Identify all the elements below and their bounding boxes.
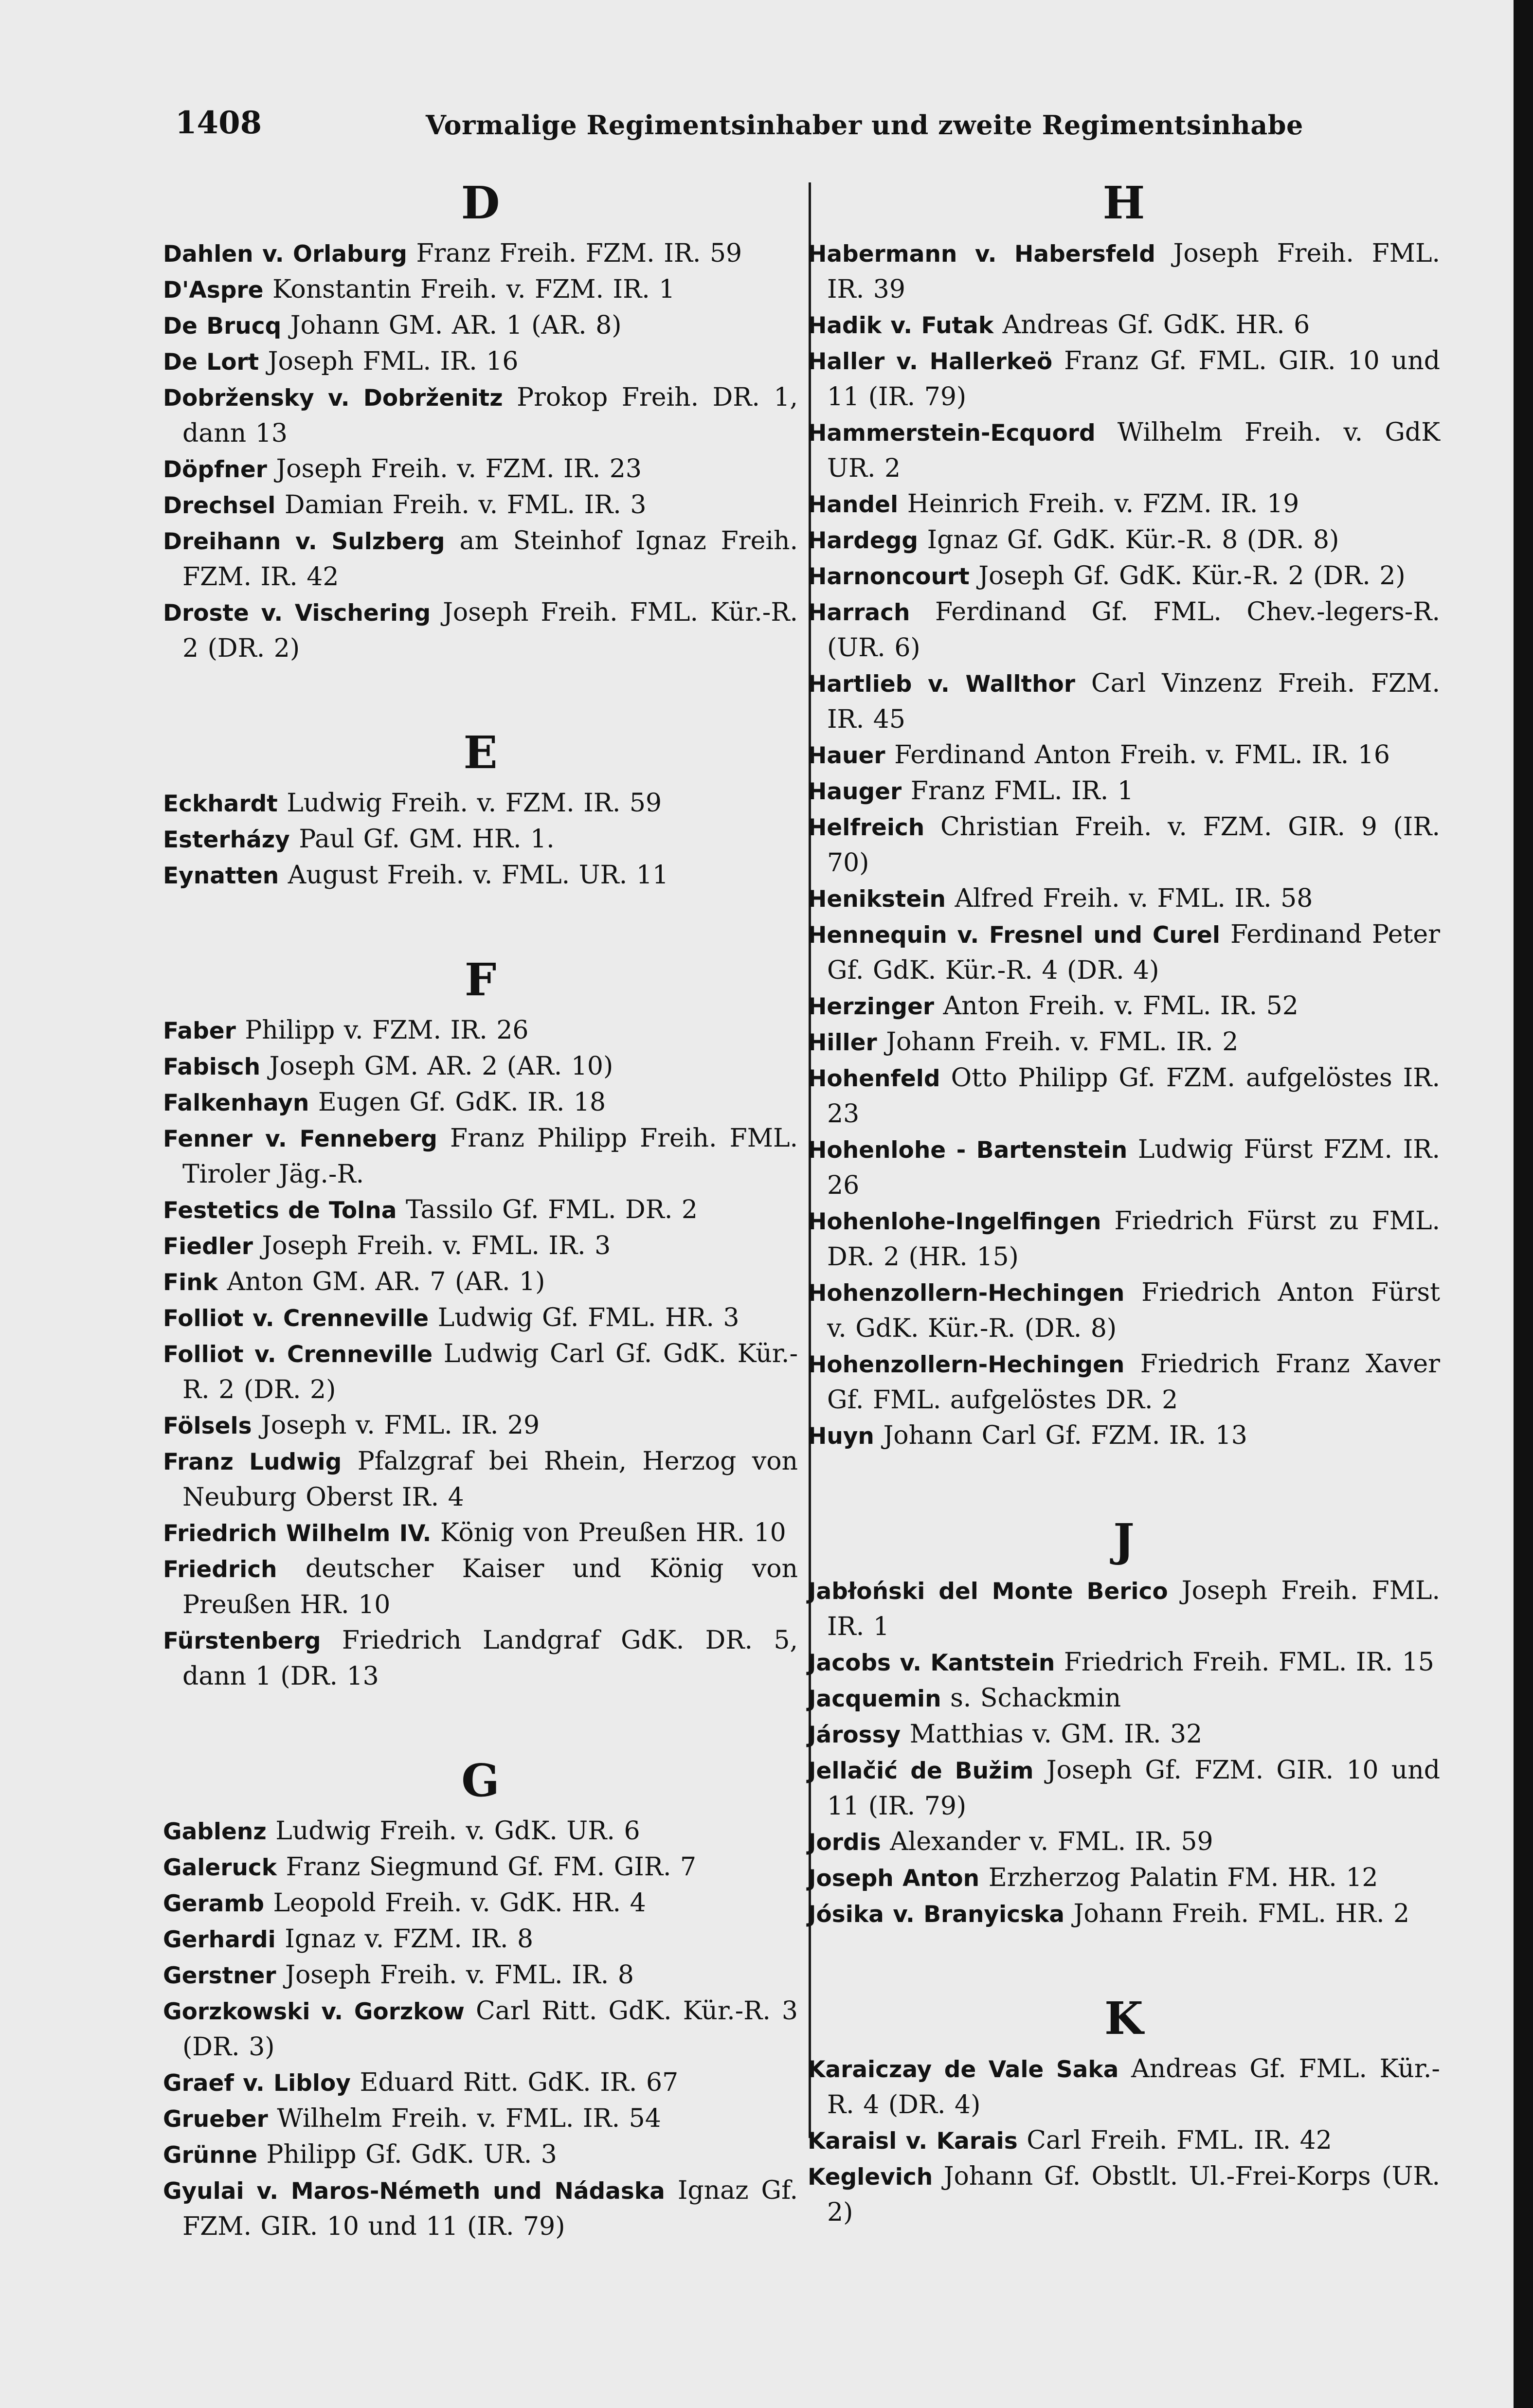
- entry-name: Fiedler: [163, 1233, 253, 1260]
- page-number: 1408: [175, 105, 262, 141]
- register-entry: [808, 1717, 1440, 1753]
- entry-details: Johann Freih. FML. HR. 2: [1073, 1899, 1410, 1928]
- entry-name: Jacquemin: [808, 1686, 941, 1712]
- entry-details: am Steinhof Ignaz Freih. FZM. IR. 42: [182, 526, 798, 592]
- entry-details: Alexander v. FML. IR. 59: [890, 1827, 1213, 1856]
- entry-details: Johann Carl Gf. FZM. IR. 13: [883, 1421, 1247, 1450]
- entry-details: Ferdinand Anton Freih. v. FML. IR. 16: [894, 740, 1390, 770]
- entry-details: Ludwig Gf. FML. HR. 3: [437, 1303, 739, 1332]
- entry-name: Hohenfeld: [808, 1065, 940, 1092]
- entry-details: Ludwig Fürst FZM. IR. 26: [827, 1135, 1440, 1200]
- entry-name: Gerhardi: [163, 1926, 276, 1953]
- entry-name: Hiller: [808, 1029, 877, 1056]
- entry-details: Franz Siegmund Gf. FM. GIR. 7: [286, 1852, 697, 1882]
- entry-name: Drechsel: [163, 492, 276, 519]
- register-entry: [808, 1824, 1440, 1860]
- section-gap: [163, 1694, 798, 1748]
- entry-details: Wilhelm Freih. v. GdK UR. 2: [827, 418, 1441, 483]
- entry-name: Folliot v. Crenneville: [163, 1305, 429, 1332]
- entry-details: August Freih. v. FML. UR. 11: [288, 861, 668, 890]
- entry-name: Galeruck: [163, 1854, 277, 1881]
- entry-details: Friedrich Anton Fürst v. GdK. Kür.-R. (DR. 8): [827, 1278, 1440, 1343]
- entry-details: Joseph Freih. FML. Kür.-R. 2 (DR. 2): [182, 598, 798, 663]
- entry-details: Franz FML. IR. 1: [910, 776, 1134, 806]
- entry-name: D'Aspre: [163, 277, 264, 304]
- entry-details: Franz Gf. FML. GIR. 10 und 11 (IR. 79): [827, 346, 1440, 412]
- entry-details: Ignaz Gf. GdK. Kür.-R. 8 (DR. 8): [927, 525, 1339, 555]
- register-entry: [808, 1204, 1440, 1275]
- entry-name: Hammerstein-Ecquord: [808, 420, 1096, 447]
- entry-name: Jellačić de Bužim: [808, 1758, 1034, 1784]
- entry-details: Ferdinand Gf. FML. Chev.-legers-R. (UR. 6): [827, 597, 1441, 663]
- entry-name: Jordis: [808, 1829, 881, 1856]
- entry-details: s. Schackmin: [950, 1684, 1121, 1713]
- register-entry: [163, 1623, 798, 1694]
- entry-details: Tassilo Gf. FML. DR. 2: [405, 1195, 698, 1224]
- register-entry: [163, 858, 798, 894]
- entry-details: Erzherzog Palatin FM. HR. 12: [988, 1863, 1378, 1892]
- entry-name: Fenner v. Fenneberg: [163, 1126, 437, 1152]
- running-head: Vormalige Regimentsinhaber und zweite Regimentsinhabe: [426, 109, 1303, 141]
- register-entry: [808, 2051, 1440, 2123]
- entry-name: Karaiczay de Vale Saka: [808, 2056, 1119, 2083]
- entry-details: Alfred Freih. v. FML. IR. 58: [955, 884, 1313, 913]
- entry-name: Járossy: [808, 1722, 901, 1748]
- entry-details: deutscher Kaiser und König von Preußen HR. 10: [182, 1554, 798, 1619]
- register-entry: [808, 1896, 1440, 1932]
- entry-name: Franz Ludwig: [163, 1449, 342, 1475]
- entry-name: Friedrich: [163, 1556, 277, 1583]
- entry-details: Leopold Freih. v. GdK. HR. 4: [273, 1888, 646, 1918]
- entry-details: Joseph Gf. GdK. Kür.-R. 2 (DR. 2): [978, 561, 1406, 591]
- register-entry: [808, 1573, 1440, 1645]
- register-entry: [808, 1024, 1440, 1060]
- register-entry: [163, 1049, 798, 1085]
- section-letter: F: [464, 953, 497, 1006]
- entry-name: Hohenzollern-Hechingen: [808, 1351, 1125, 1378]
- entry-name: Hohenlohe - Bartenstein: [808, 1137, 1128, 1164]
- register-entry: [163, 1994, 798, 2065]
- register-entry: [808, 1347, 1440, 1418]
- entry-details: Eugen Gf. GdK. IR. 18: [318, 1088, 606, 1117]
- register-entry: [163, 595, 798, 666]
- entry-name: Gyulai v. Maros-Németh und Nádaska: [163, 2178, 665, 2205]
- entry-details: Carl Ritt. GdK. Kür.-R. 3 (DR. 3): [182, 1996, 798, 2062]
- entry-name: Eckhardt: [163, 791, 278, 817]
- register-entry: [808, 2159, 1440, 2230]
- entry-details: Prokop Freih. DR. 1, dann 13: [182, 383, 798, 448]
- entry-details: Ferdinand Peter Gf. GdK. Kür.-R. 4 (DR. 4): [827, 920, 1440, 985]
- entry-details: Anton Freih. v. FML. IR. 52: [943, 991, 1299, 1021]
- register-entry: [808, 737, 1440, 773]
- register-entry: [163, 1886, 798, 1922]
- entry-details: Joseph Freih. v. FML. IR. 8: [285, 1960, 634, 1990]
- register-entry: [163, 236, 798, 272]
- register-entry: [163, 487, 798, 523]
- entry-details: Johann Gf. Obstlt. Ul.-Frei-Korps (UR. 2): [827, 2162, 1440, 2227]
- section-letter: J: [1113, 1514, 1135, 1566]
- register-entry: [163, 1228, 798, 1264]
- register-entry: [808, 666, 1440, 737]
- entry-name: Droste v. Vischering: [163, 600, 431, 627]
- section-letter: E: [463, 726, 498, 779]
- register-entry: [808, 988, 1440, 1024]
- register-entry: [163, 1922, 798, 1958]
- register-entry: [163, 1300, 798, 1336]
- register-entry: [163, 1013, 798, 1049]
- entry-details: Ignaz Gf. FZM. GIR. 10 und 11 (IR. 79): [182, 2176, 798, 2241]
- entry-name: Dahlen v. Orlaburg: [163, 241, 407, 268]
- entry-name: Joseph Anton: [808, 1865, 980, 1892]
- register-entry: [163, 308, 798, 344]
- entry-details: Joseph Freih. v. FML. IR. 3: [262, 1231, 611, 1260]
- right-column: [808, 170, 1440, 2230]
- register-entry: [808, 307, 1440, 343]
- entry-details: Friedrich Freih. FML. IR. 15: [1064, 1648, 1434, 1677]
- register-entry: [163, 1192, 798, 1228]
- register-entry: [808, 1681, 1440, 1717]
- entry-name: Hauer: [808, 742, 885, 769]
- register-entry: [163, 451, 798, 487]
- register-entry: [808, 343, 1440, 415]
- entry-name: Keglevich: [808, 2164, 933, 2191]
- entry-name: Graef v. Libloy: [163, 2070, 351, 2097]
- entry-details: Friedrich Fürst zu FML. DR. 2 (HR. 15): [827, 1206, 1441, 1272]
- entry-name: Gerstner: [163, 1962, 276, 1989]
- register-entry: [163, 2065, 798, 2101]
- entry-details: Johann Freih. v. FML. IR. 2: [886, 1027, 1239, 1057]
- entry-name: Gablenz: [163, 1818, 267, 1845]
- register-entry: [808, 1275, 1440, 1347]
- entry-details: Paul Gf. GM. HR. 1.: [299, 825, 555, 854]
- entry-details: Joseph Freih. FML. IR. 1: [827, 1576, 1440, 1641]
- entry-name: Fölsels: [163, 1413, 252, 1439]
- entry-name: Jabłoński del Monte Berico: [808, 1578, 1168, 1605]
- entry-details: Joseph v. FML. IR. 29: [261, 1411, 540, 1440]
- entry-details: Philipp v. FZM. IR. 26: [245, 1016, 529, 1045]
- register-entry: [163, 822, 798, 858]
- register-entry: [163, 1336, 798, 1408]
- entry-details: Ludwig Freih. v. GdK. UR. 6: [275, 1816, 640, 1846]
- entry-name: De Brucq: [163, 313, 282, 340]
- entry-details: Joseph Gf. FZM. GIR. 10 und 11 (IR. 79): [827, 1756, 1441, 1821]
- entry-details: Friedrich Franz Xaver Gf. FML. aufgelöstes DR. 2: [827, 1349, 1440, 1415]
- register-entry: [808, 1753, 1440, 1824]
- entry-name: Henikstein: [808, 886, 946, 913]
- entry-details: Otto Philipp Gf. FZM. aufgelöstes IR. 23: [827, 1063, 1440, 1129]
- register-entry: [163, 2173, 798, 2245]
- register-entry: [163, 1408, 798, 1444]
- entry-details: Matthias v. GM. IR. 32: [909, 1720, 1203, 1749]
- entry-details: Joseph Freih. FML. IR. 39: [827, 239, 1441, 304]
- register-entry: [808, 522, 1440, 558]
- entry-details: Johann GM. AR. 1 (AR. 8): [290, 311, 622, 340]
- entry-name: Döpfner: [163, 456, 267, 483]
- entry-name: Helfreich: [808, 814, 925, 841]
- entry-name: Hartlieb v. Wallthor: [808, 671, 1076, 698]
- register-entry: [808, 594, 1440, 666]
- register-entry: [808, 558, 1440, 594]
- entry-name: Fink: [163, 1269, 218, 1296]
- entry-name: Falkenhayn: [163, 1090, 309, 1116]
- entry-name: Hadik v. Futak: [808, 312, 994, 339]
- entry-name: Gorzkowski v. Gorzkow: [163, 1998, 465, 2025]
- entry-name: Grünne: [163, 2142, 258, 2169]
- register-entry: [163, 1444, 798, 1515]
- entry-details: Anton GM. AR. 7 (AR. 1): [227, 1267, 545, 1296]
- register-entry: [808, 881, 1440, 917]
- entry-details: Christian Freih. v. FZM. GIR. 9 (IR. 70): [827, 812, 1441, 878]
- entry-name: Dreihann v. Sulzberg: [163, 528, 445, 555]
- entry-name: Festetics de Tolna: [163, 1197, 397, 1224]
- section-letter: D: [461, 177, 500, 229]
- section-gap: [808, 1454, 1440, 1508]
- entry-details: Friedrich Landgraf GdK. DR. 5, dann 1 (DR. 13: [182, 1626, 798, 1691]
- entry-details: Joseph Freih. v. FZM. IR. 23: [276, 454, 642, 484]
- register-entry: [808, 1060, 1440, 1132]
- register-entry: [163, 1121, 798, 1192]
- register-entry: [163, 1085, 798, 1121]
- entry-name: Fürstenberg: [163, 1628, 321, 1654]
- register-entry: [808, 2123, 1440, 2159]
- register-entry: [808, 1418, 1440, 1454]
- entry-details: König von Preußen HR. 10: [440, 1518, 786, 1547]
- register-entry: [163, 1958, 798, 1994]
- entry-name: Harnoncourt: [808, 563, 970, 590]
- entry-details: Joseph FML. IR. 16: [268, 347, 519, 376]
- entry-name: De Lort: [163, 349, 259, 376]
- entry-name: Hohenlohe-Ingelfingen: [808, 1208, 1101, 1235]
- entry-name: Handel: [808, 491, 899, 518]
- section-gap: [163, 666, 798, 720]
- entry-details: Pfalzgraf bei Rhein, Herzog von Neuburg Oberst IR. 4: [182, 1447, 798, 1512]
- entry-name: Folliot v. Crenneville: [163, 1341, 433, 1368]
- entry-details: Carl Vinzenz Freih. FZM. IR. 45: [827, 669, 1441, 734]
- register-entry: [808, 1645, 1440, 1681]
- entry-name: Eynatten: [163, 863, 279, 889]
- section-letter: G: [461, 1754, 500, 1807]
- entry-name: Herzinger: [808, 993, 935, 1020]
- entry-details: Ludwig Carl Gf. GdK. Kür.-R. 2 (DR. 2): [182, 1339, 798, 1404]
- entry-details: Heinrich Freih. v. FZM. IR. 19: [907, 489, 1299, 519]
- page-edge-shadow: [1514, 0, 1533, 2408]
- entry-name: Jósika v. Branyicska: [808, 1901, 1064, 1928]
- register-entry: [163, 380, 798, 451]
- section-gap: [808, 1932, 1440, 1986]
- entry-details: Eduard Ritt. GdK. IR. 67: [360, 2068, 679, 2097]
- section-letter: K: [1104, 1992, 1143, 2045]
- register-entry: [808, 486, 1440, 522]
- entry-name: Habermann v. Habersfeld: [808, 241, 1155, 268]
- entry-details: Andreas Gf. GdK. HR. 6: [1002, 310, 1310, 340]
- register-entry: [163, 1515, 798, 1551]
- section-gap: [163, 894, 798, 947]
- entry-details: Philipp Gf. GdK. UR. 3: [266, 2140, 557, 2169]
- left-column: [163, 170, 798, 2245]
- register-entry: [163, 1850, 798, 1886]
- register-entry: [163, 1264, 798, 1300]
- entry-name: Hardegg: [808, 527, 919, 554]
- register-entry: [808, 236, 1440, 307]
- entry-name: Karaisl v. Karais: [808, 2128, 1018, 2155]
- entry-name: Hohenzollern-Hechingen: [808, 1280, 1125, 1307]
- register-entry: [808, 809, 1440, 881]
- section-letter: H: [1102, 177, 1145, 229]
- entry-details: Ludwig Freih. v. FZM. IR. 59: [287, 789, 662, 818]
- entry-name: Jacobs v. Kantstein: [808, 1650, 1055, 1676]
- register-entry: [163, 1814, 798, 1850]
- entry-name: Hennequin v. Fresnel und Curel: [808, 922, 1220, 949]
- entry-name: Geramb: [163, 1890, 264, 1917]
- entry-name: Huyn: [808, 1423, 874, 1450]
- entry-details: Franz Freih. FZM. IR. 59: [416, 239, 742, 268]
- entry-details: Wilhelm Freih. v. FML. IR. 54: [277, 2104, 661, 2133]
- entry-details: Carl Freih. FML. IR. 42: [1027, 2126, 1332, 2155]
- register-entry: [163, 344, 798, 380]
- entry-details: Andreas Gf. FML. Kür.-R. 4 (DR. 4): [827, 2054, 1441, 2120]
- register-entry: [163, 272, 798, 308]
- entry-name: Friedrich Wilhelm IV.: [163, 1520, 432, 1547]
- register-entry: [163, 786, 798, 822]
- register-entry: [808, 1860, 1440, 1896]
- register-entry: [163, 2101, 798, 2137]
- entry-details: Ignaz v. FZM. IR. 8: [285, 1924, 534, 1954]
- entry-name: Fabisch: [163, 1054, 261, 1080]
- entry-name: Dobržensky v. Dobrženitz: [163, 385, 503, 412]
- entry-details: Konstantin Freih. v. FZM. IR. 1: [272, 275, 675, 304]
- register-entry: [163, 1551, 798, 1623]
- entry-details: Damian Freih. v. FML. IR. 3: [284, 490, 647, 520]
- entry-details: Joseph GM. AR. 2 (AR. 10): [269, 1052, 613, 1081]
- register-entry: [808, 415, 1440, 486]
- register-entry: [808, 1132, 1440, 1204]
- register-entry: [808, 917, 1440, 988]
- entry-details: Franz Philipp Freih. FML. Tiroler Jäg.-R.: [182, 1124, 798, 1189]
- entry-name: Hauger: [808, 778, 902, 805]
- register-entry: [163, 2137, 798, 2173]
- register-entry: [163, 523, 798, 595]
- entry-name: Faber: [163, 1018, 236, 1044]
- entry-name: Harrach: [808, 599, 910, 626]
- entry-name: Esterházy: [163, 827, 290, 853]
- entry-name: Haller v. Hallerkeö: [808, 348, 1053, 375]
- register-entry: [808, 773, 1440, 809]
- entry-name: Grueber: [163, 2106, 268, 2133]
